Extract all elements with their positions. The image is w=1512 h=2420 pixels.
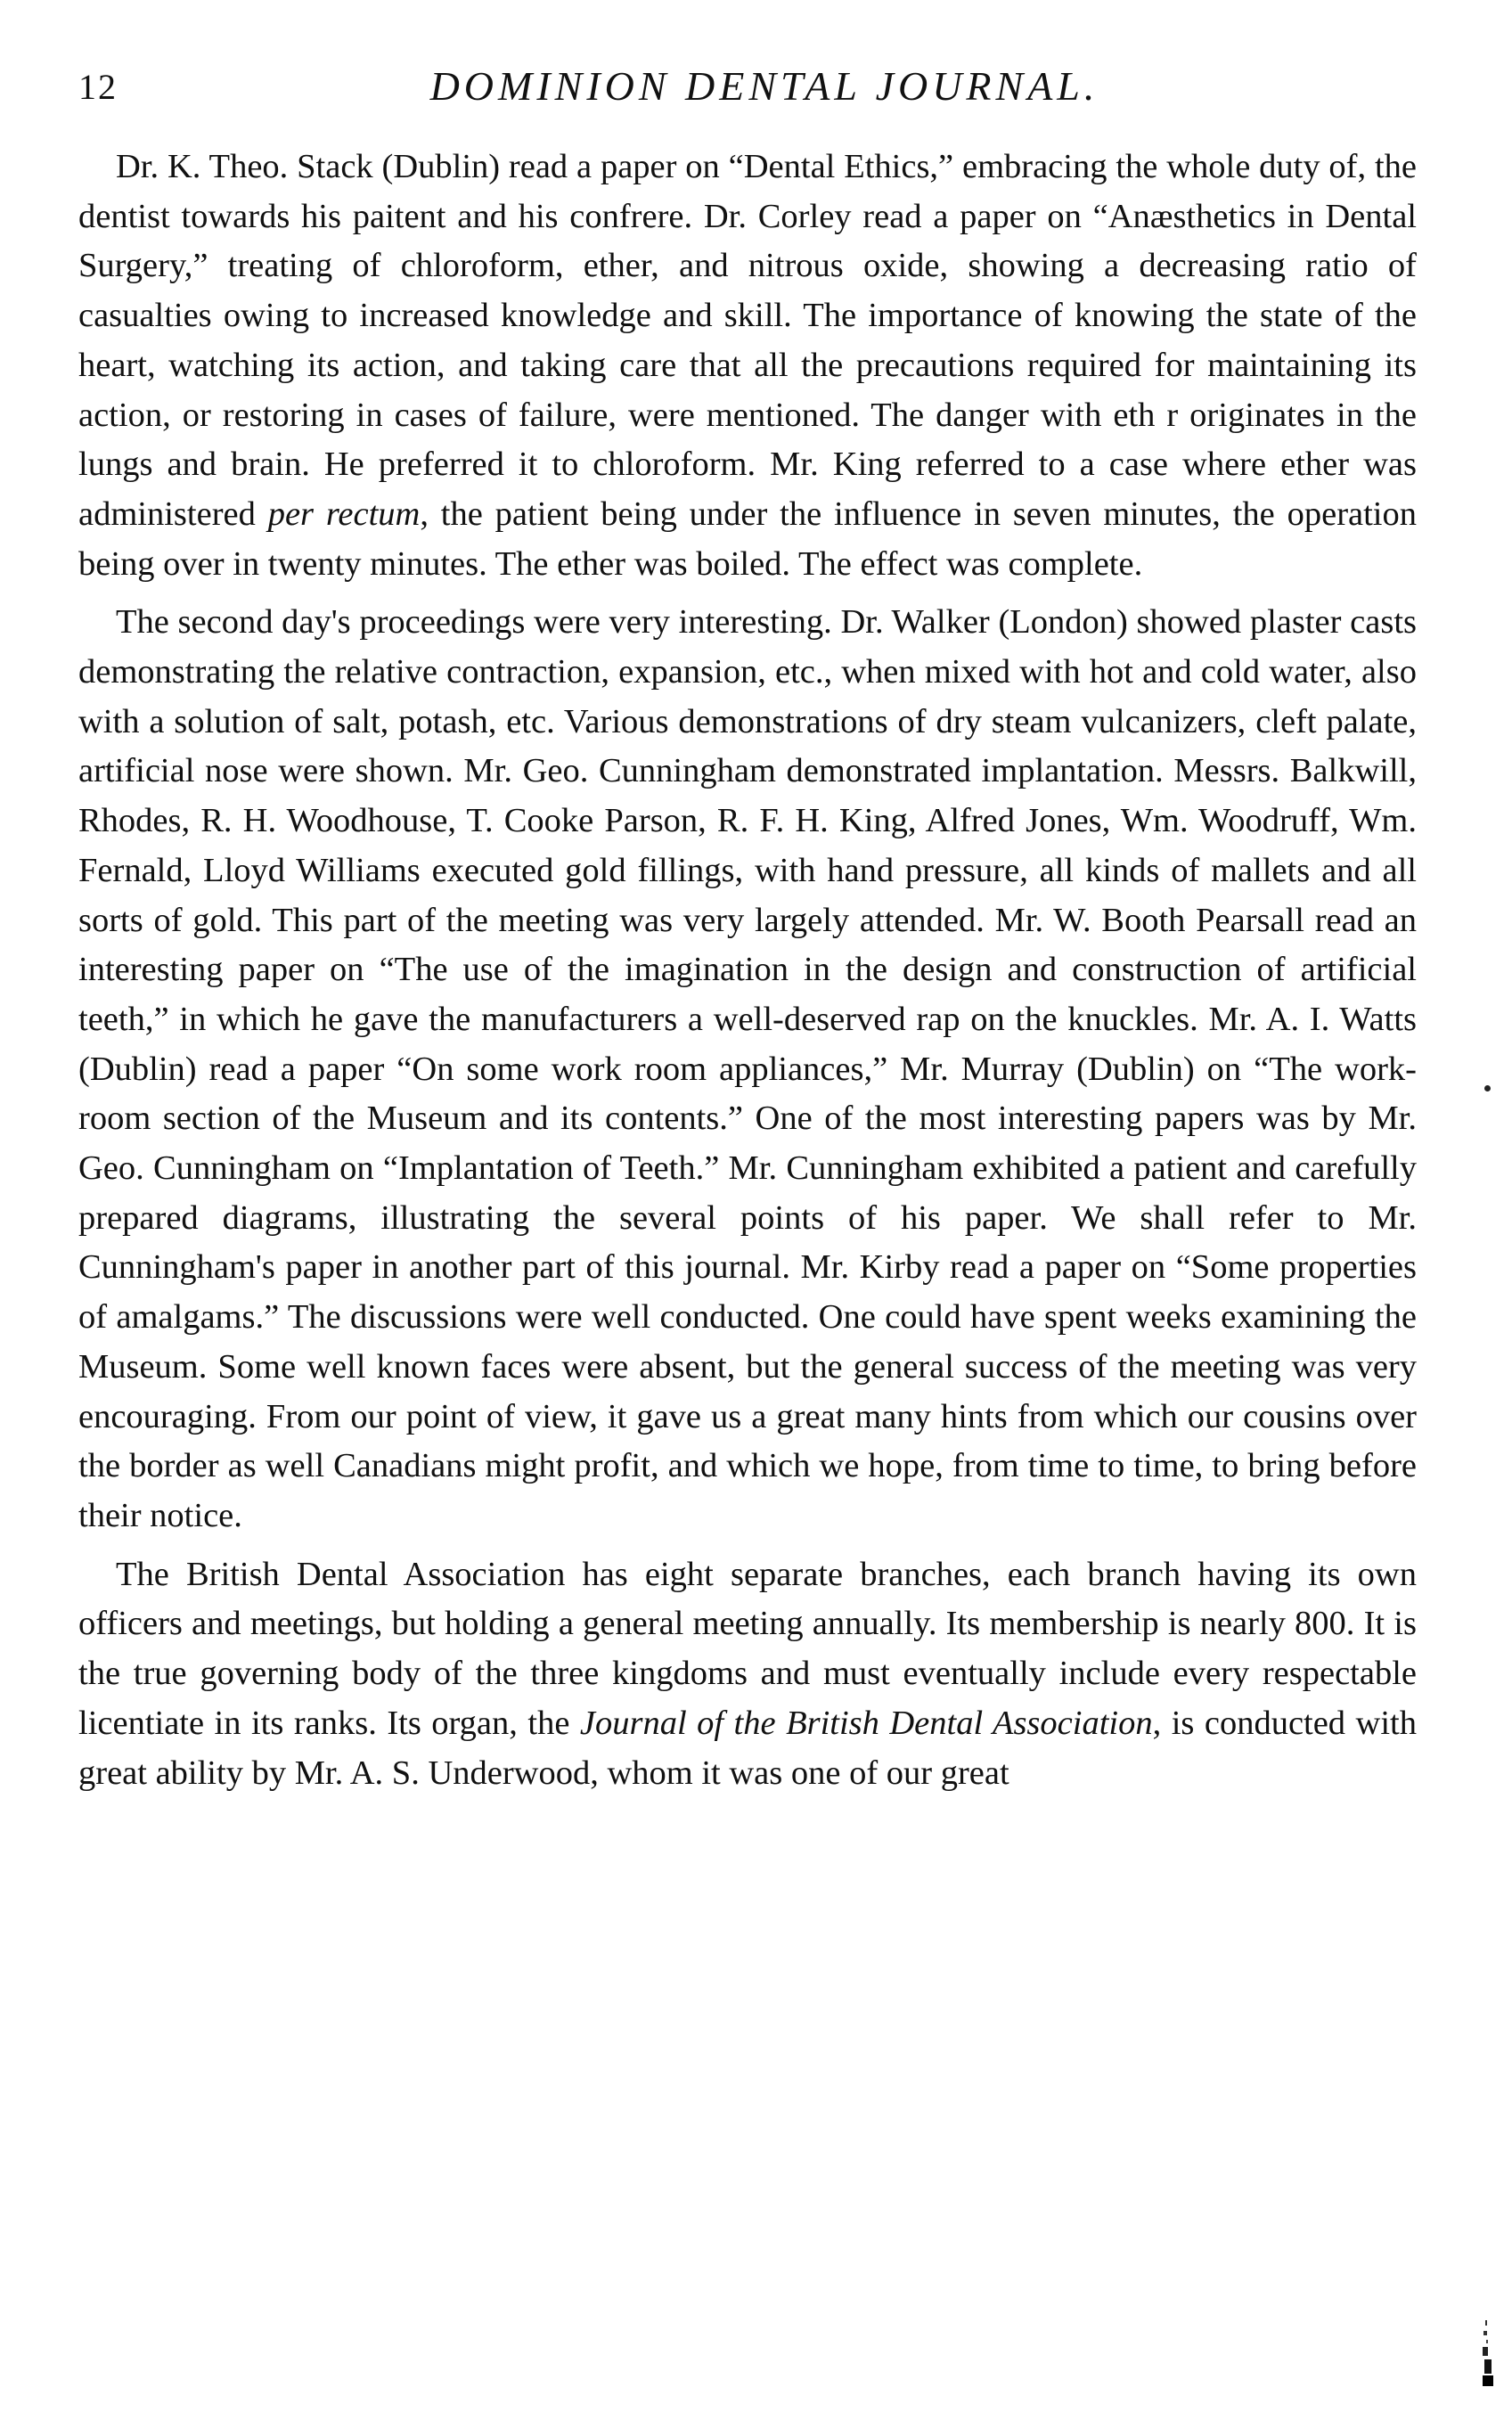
text-segment: The British Dental Association has eight separate branches, each branch having its own officers and meetings, but holding a general meeting annually. Its membership is nearly 800. It is the true governing body of the three kingdoms and must eventually include every respectable licentiate in its ranks. Its organ, the [78,1555,1417,1742]
text-segment: , the patient being under the influence in seven minutes, the operation being over in twenty minutes. The ether was boiled. The effect was complete. [78,495,1417,583]
text-segment: The second day's proceedings were very interesting. Dr. Walker (London) showed plaster casts demonstrating the relative contraction, expansion, etc., when mixed with hot and cold water, also with a solution of salt, potash, etc. Various demonstrations of dry steam vulcanizers, cleft palate, artificial nose were shown. Mr. Geo. Cunningham demonstrated implantation. Messrs. Balkwill, Rhodes, R. H. Woodhouse, T. Cooke Parson, R. F. H. King, Alfred Jones, Wm. Woodruff, Wm. Fernald, Lloyd Williams executed gold fillings, with hand pressure, all kinds of mallets and all sorts of gold. This part of the meeting was very largely attended. Mr. W. Booth Pearsall read an interesting paper on “The use of the imagination in the design and construction of artificial teeth,” in which he gave the manufacturers a well-deserved rap on the knuckles. Mr. A. I. Watts (Dublin) read a paper “On some work room appliances,” Mr. Murray (Dublin) on “The work-room section of the Museum and its contents.” One of the most interesting papers was by Mr. Geo. Cunningham on “Implantation of Teeth.” Mr. Cunningham exhibited a patient and carefully prepared diagrams, illustrating the several points of his paper. We shall refer to Mr. Cunningham's paper in another part of this journal. Mr. Kirby read a paper on “Some properties of amalgams.” The discussions were well conducted. One could have spent weeks examining the Museum. Some well known faces were absent, but the general success of the meeting was very encouraging. From our point of view, it gave us a great many hints from which our cousins over the border as well Canadians might profit, and which we hope, from time to time, to bring before their notice. [78,603,1417,1534]
text-segment: Dr. K. Theo. Stack (Dublin) read a paper on “Dental Ethics,” embracing the whole duty of, the dentist towards his paitent and his confrere. Dr. Corley read a paper on “Anæsthetics in Dental Surgery,” treating of chloroform, ether, and nitrous oxide, showing a decreasing ratio of casualties owing to increased knowledge and skill. The importance of knowing the state of the heart, watching its action, and taking care that all the precautions required for maintaining its action, or restoring in cases of failure, were mentioned. The danger with eth r originates in the lungs and brain. He preferred it to chloroform. Mr. King referred to a case where ether was administered [78,148,1417,533]
page-header [78,62,1451,125]
paragraph [78,1550,1417,1799]
margin-speck [1484,1085,1491,1091]
running-title: DOMINION DENTAL JOURNAL. [429,63,1099,109]
text-segment: , is conducted with great ability by Mr. A. S. Underwood, whom it was one of our great [78,1704,1417,1792]
paragraph [78,143,1417,589]
scan-edge-mark [1479,2317,1495,2390]
italic-phrase: per rectum [267,495,421,533]
paragraph [78,598,1417,1541]
journal-title-italic: Journal of the British Dental Association [579,1704,1153,1742]
article-body [78,143,1417,1798]
page-number: 12 [78,67,118,107]
